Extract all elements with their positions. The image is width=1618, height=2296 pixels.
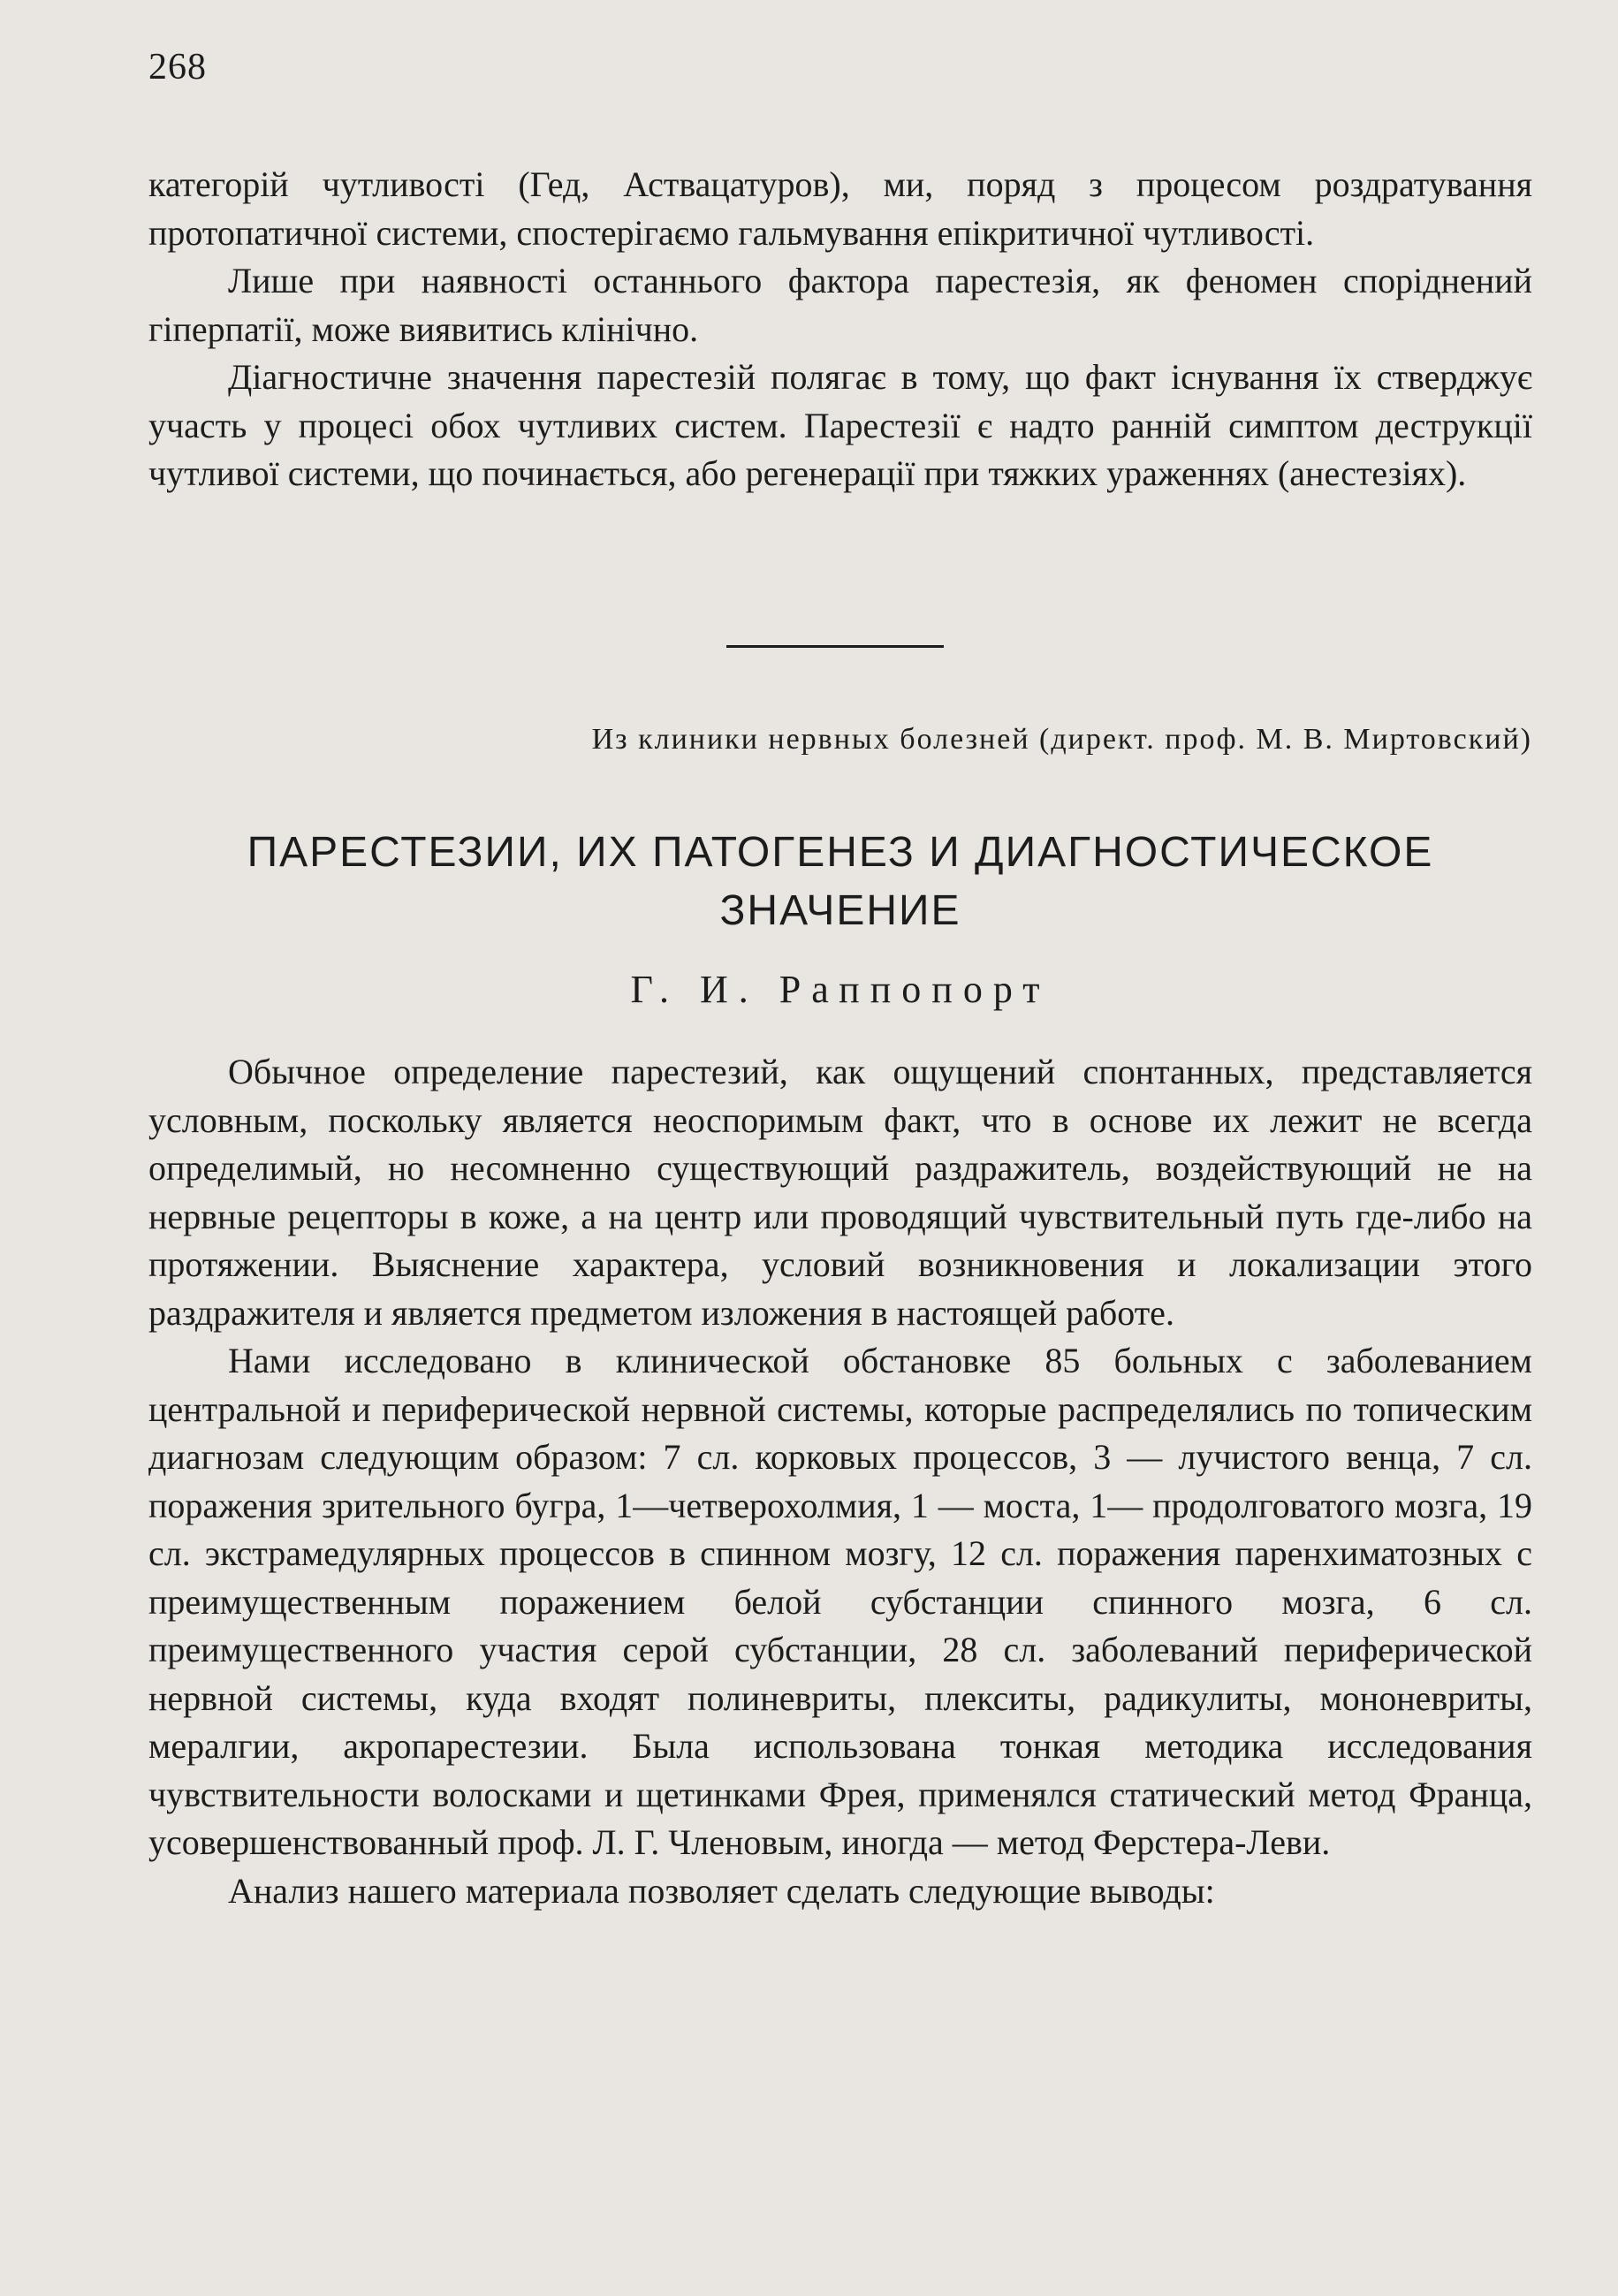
page-number: 268 [148,47,207,87]
paragraph: Обычное определение парестезий, как ощущений спонтанных, представляется условным, поскольку является неоспоримым факт, что в основе их лежит не всегда определимый, но несомненно существующий раздражитель, воздействующий не на нервные рецепторы в коже, а на центр или проводящий чувствительный путь где-либо на протяжении. Выяснение характера, условий возникновения и локализации этого раздражителя и является предметом изложения в настоящей работе. [148,1052,1532,1333]
title-line: ЗНАЧЕНИЕ [719,887,961,934]
article-title [148,824,1532,940]
paragraph: категорій чутливості (Гед, Аствацатуров), ми, поряд з процесом роздратування протопатичної системи, спостерігаємо гальмування епікритичної чутливості. [148,164,1532,253]
section-divider [726,645,944,648]
ukrainian-text-section [148,161,1532,498]
paragraph: Діагностичне значення парестезій полягає в тому, що факт існування їх стверджує участь у процесі обох чутливих систем. Парестезії є надто ранній симптом деструкції чутливої системи, що починається, або регенерації при тяжких ураженнях (анестезіях). [148,357,1532,493]
paragraph: Нами исследовано в клинической обстановке 85 больных с заболеванием центральной и периферической нервной системы, которые распределялись по топическим диагнозам следующим образом: 7 сл. корковых процессов, 3 — лучистого венца, 7 сл. поражения зрительного бугра, 1—четверохолмия, 1 — моста, 1— продолговатого мозга, 19 сл. экстрамедулярных процессов в спинном мозгу, 12 сл. поражения паренхиматозных с преимущественным поражением белой субстанции спинного мозга, 6 сл. преимущественного участия серой субстанции, 28 сл. заболеваний периферической нервной системы, куда входят полиневриты, плекситы, радикулиты, мононевриты, мералгии, акропарестезии. Была использована тонкая методика исследования чувствительности волосками и щетинками Фрея, применялся статический метод Франца, усовершенствованный проф. Л. Г. Членовым, иногда — метод Ферстера-Леви. [148,1341,1532,1862]
article-body [148,1048,1532,1915]
paragraph: Анализ нашего материала позволяет сделать следующие выводы: [228,1870,1215,1911]
affiliation-line: Из клиники нервных болезней (директ. проф. М. В. Миртовский) [591,723,1532,756]
title-line: ПАРЕСТЕЗИИ, ИХ ПАТОГЕНЕЗ И ДИАГНОСТИЧЕСКОЕ [247,829,1434,876]
article-author: Г. И. Раппопорт [630,968,1051,1011]
paragraph: Лише при наявності останнього фактора парестезія, як феномен споріднений гіперпатії, може виявитись клінічно. [148,261,1532,349]
